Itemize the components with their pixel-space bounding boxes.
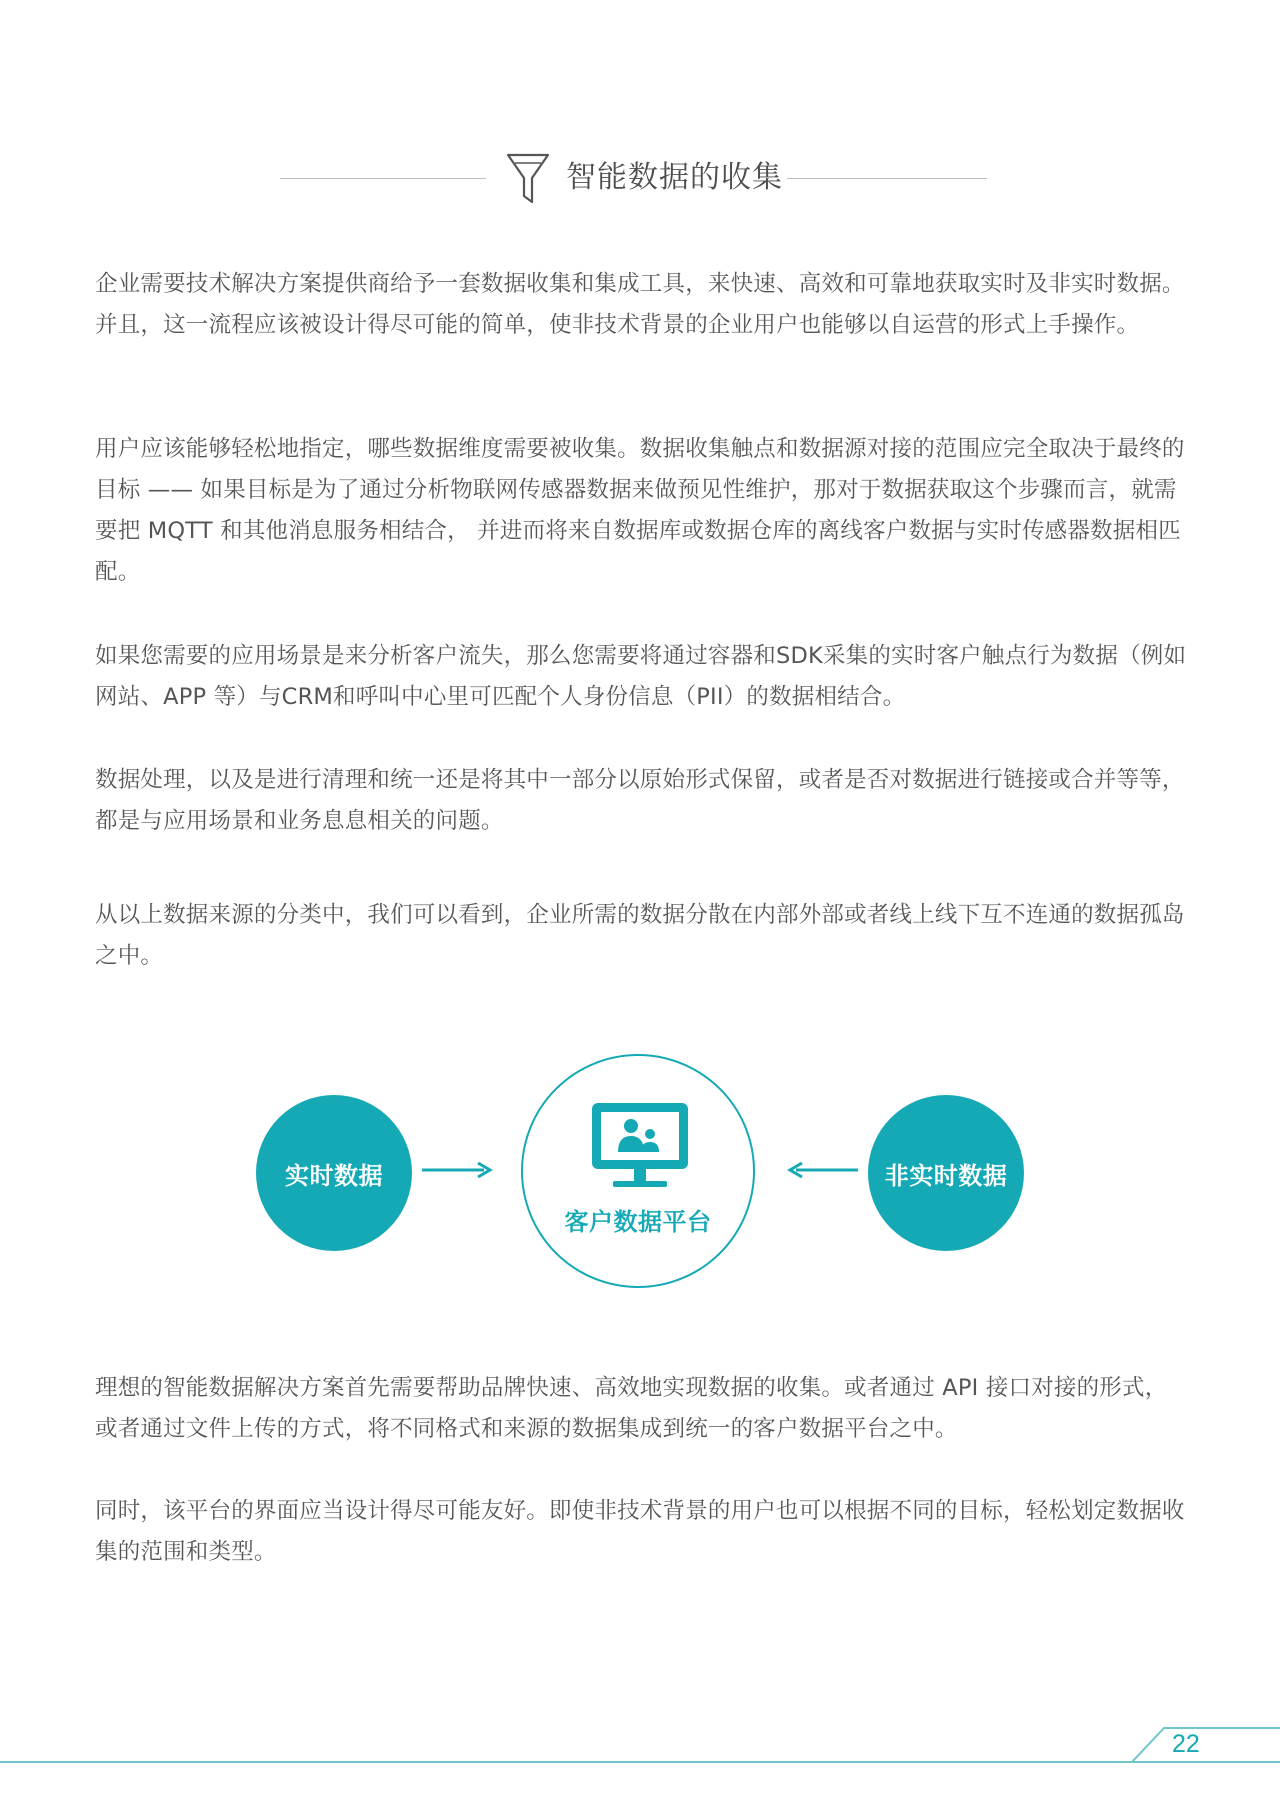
header-divider-right (787, 178, 987, 179)
paragraph: 同时，该平台的界面应当设计得尽可能友好。即使非技术背景的用户也可以根据不同的目标，轻松划定数据收集的范围和类型。 (95, 1498, 1185, 1565)
page-number: 22 (1172, 1730, 1200, 1758)
realtime-data-label: 实时数据 (285, 1161, 383, 1190)
non-realtime-data-label: 非实时数据 (884, 1161, 1008, 1190)
monitor-users-icon (589, 1100, 691, 1192)
footer-divider (0, 1761, 1280, 1763)
section-title: 智能数据的收集 (566, 160, 783, 195)
non-realtime-data-node (868, 1095, 1024, 1251)
realtime-data-node (256, 1095, 412, 1251)
section-header (0, 148, 1280, 212)
paragraph: 如果您需要的应用场景是来分析客户流失，那么您需要将通过容器和SDK采集的实时客户触点行为数据（例如网站、APP 等）与CRM和呼叫中心里可匹配个人身份信息（PII）的数据相结合。 (95, 643, 1187, 710)
funnel-icon (506, 152, 550, 206)
arrow-left-icon (786, 1160, 860, 1180)
arrow-right-icon (420, 1160, 494, 1180)
paragraph: 数据处理，以及是进行清理和统一还是将其中一部分以原始形式保留，或者是否对数据进行链接或合并等等，都是与应用场景和业务息息相关的问题。 (95, 767, 1185, 834)
data-flow-diagram (0, 1040, 1280, 1310)
paragraph: 企业需要技术解决方案提供商给予一套数据收集和集成工具，来快速、高效和可靠地获取实时及非实时数据。并且，这一流程应该被设计得尽可能的简单，使非技术背景的企业用户也能够以自运营的形式上手操作。 (95, 271, 1185, 338)
paragraph: 理想的智能数据解决方案首先需要帮助品牌快速、高效地实现数据的收集。或者通过 API 接口对接的形式，或者通过文件上传的方式，将不同格式和来源的数据集成到统一的客户数据平台之中。 (95, 1375, 1168, 1442)
paragraph: 从以上数据来源的分类中，我们可以看到，企业所需的数据分散在内部外部或者线上线下互不连通的数据孤岛之中。 (95, 902, 1185, 969)
customer-data-platform-label: 客户数据平台 (564, 1208, 712, 1236)
page-tab-shape (1132, 1722, 1280, 1764)
paragraph: 用户应该能够轻松地指定，哪些数据维度需要被收集。数据收集触点和数据源对接的范围应完全取决于最终的目标 —— 如果目标是为了通过分析物联网传感器数据来做预见性维护，那对于数据获取这个步骤而言，就需要把 MQTT 和其他消息服务相结合， 并进而将来自数据库或数据仓库的离线客户数据与实时传感器数据相匹配。 (95, 436, 1185, 585)
header-divider-left (280, 178, 486, 179)
